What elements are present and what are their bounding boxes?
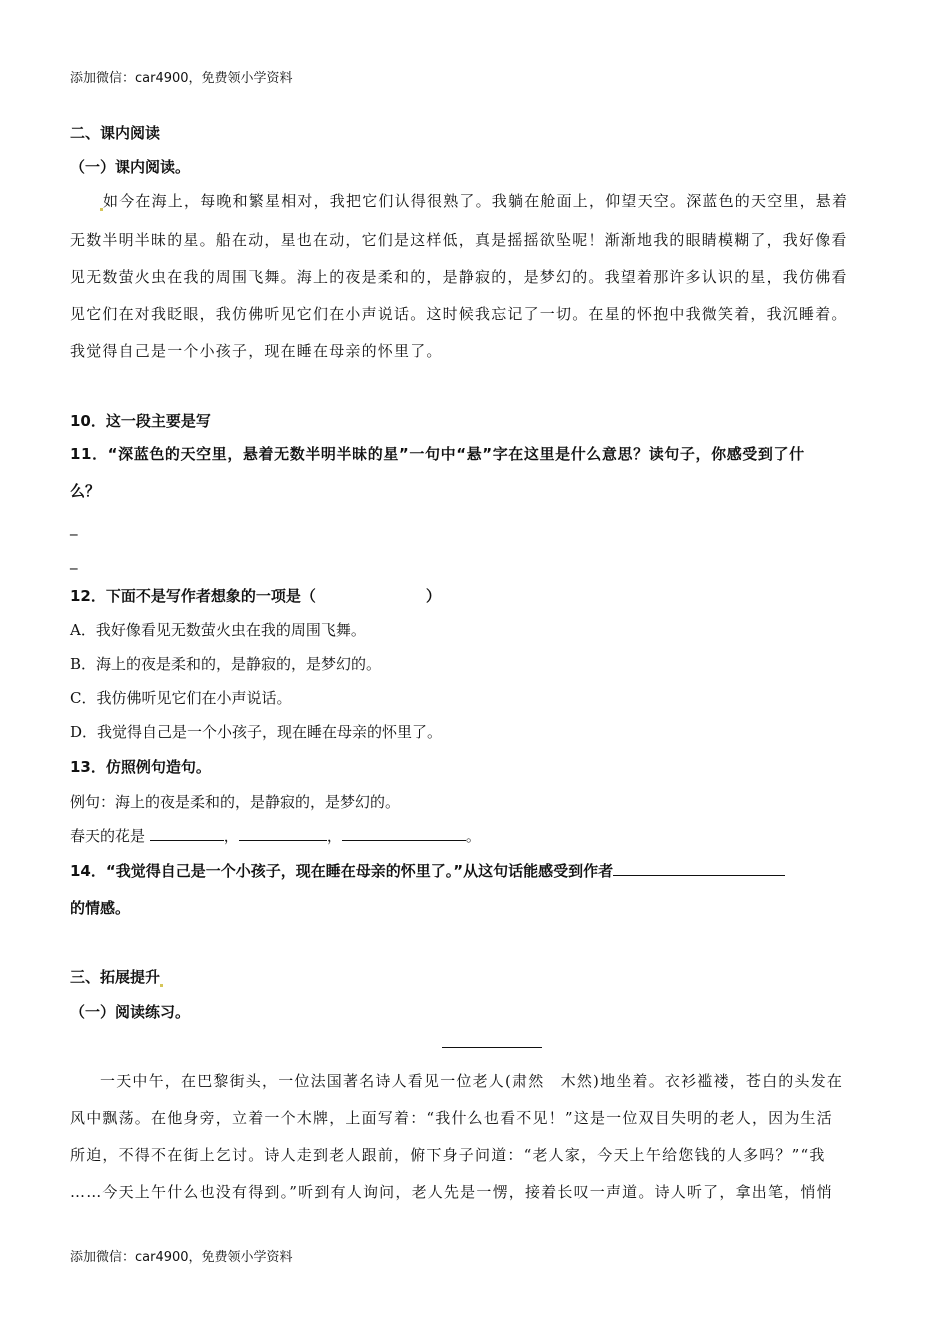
q12-option-c: C．我仿佛听见它们在小声说话。 [70,689,292,707]
blank-3[interactable] [342,826,466,841]
q12-option-a: A．我好像看见无数萤火虫在我的周围飞舞。 [70,621,366,639]
answer-line-1: _ [70,518,78,536]
q13-fill-sentence: 春天的花是 ， ， 。 [70,827,481,845]
question-13: 13．仿照例句造句。 [70,758,211,776]
blank-1[interactable] [150,826,224,841]
q12-option-d: D．我觉得自己是一个小孩子，现在睡在母亲的怀里了。 [70,723,443,741]
watermark-top: 添加微信：car4900，免费领小学资料 [70,71,293,86]
watermark-bottom: 添加微信：car4900，免费领小学资料 [70,1250,293,1265]
question-11-line1: 11．“深蓝色的天空里，悬着无数半明半昧的星”一句中“悬”字在这里是什么意思？读句子，你感受到了什 [70,445,805,463]
section2-heading: 二、课内阅读 [70,124,161,142]
q13-example: 例句：海上的夜是柔和的，是静寂的，是梦幻的。 [70,793,401,811]
q12-option-b: B．海上的夜是柔和的，是静寂的，是梦幻的。 [70,655,382,673]
title-blank-line [442,1047,542,1048]
question-14-tail: 的情感。 [70,899,131,917]
blank-14[interactable] [613,861,785,876]
question-14: 14．“我觉得自己是一个小孩子，现在睡在母亲的怀里了。”从这句话能感受到作者 [70,860,785,881]
section3-heading: 三、拓展提升 [70,966,163,987]
answer-line-2: _ [70,552,78,570]
section3-subheading: （一）阅读练习。 [70,1003,191,1021]
blank-2[interactable] [239,826,327,841]
question-11-line2: 么？ [70,482,101,500]
section2-subheading: （一）课内阅读。 [70,158,191,176]
question-12: 12．下面不是写作者想象的一项是（ ） [70,587,441,605]
question-10: 10．这一段主要是写 [70,412,211,430]
marker-icon [160,984,163,987]
